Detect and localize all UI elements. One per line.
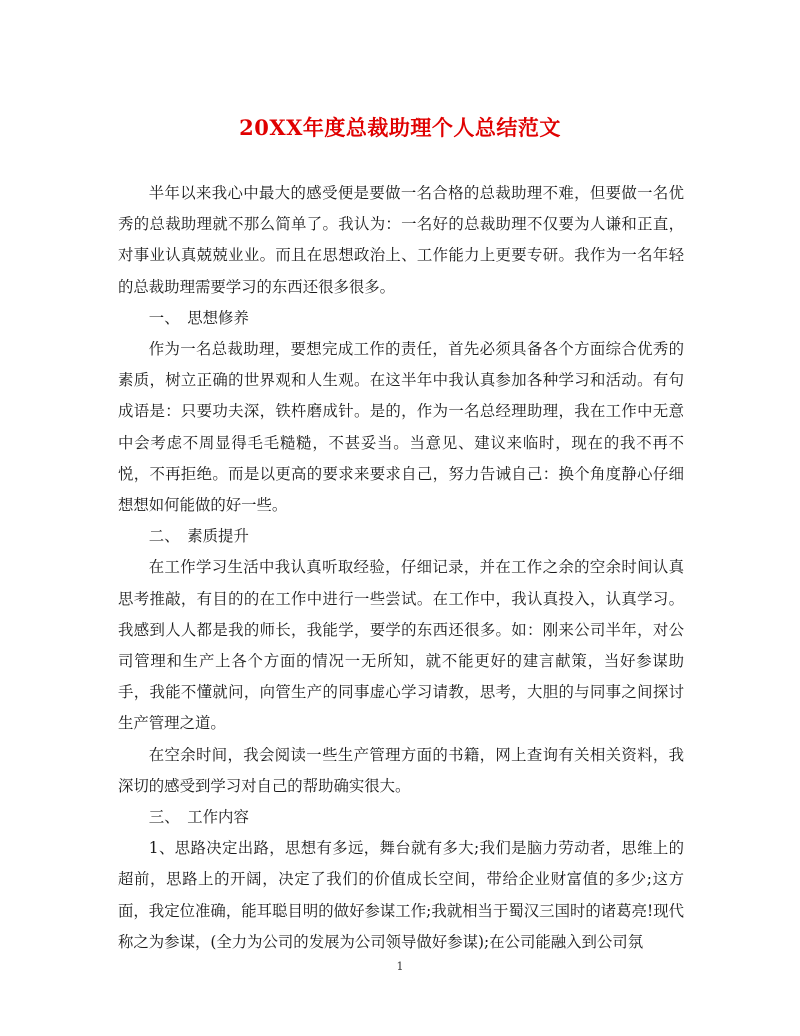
section-heading-2: 二、 素质提升 — [148, 527, 249, 546]
paragraph-spare-time: 在空余时间，我会阅读一些生产管理方面的书籍，网上查询有关相关资料，我深切的感受到学习对自己的帮助确实很大。 — [118, 745, 684, 795]
document-title: 20XX年度总裁助理个人总结范文 — [239, 115, 561, 140]
section-heading-3: 三、 工作内容 — [148, 808, 249, 827]
document-body — [118, 178, 684, 958]
paragraph-quality: 在工作学习生活中我认真听取经验，仔细记录，并在工作之余的空余时间认真思考推敲，有目的的在工作中进行一些尝试。在工作中，我认真投入，认真学习。我感到人人都是我的师长，我能学，要学的东西还很多。如：刚来公司半年，对公司管理和生产上各个方面的情况一无所知，就不能更好的建言献策，当好参谋助手，我能不懂就问，向管生产的同事虚心学习请教，思考，大胆的与同事之间探讨生产管理之道。 — [118, 558, 684, 733]
paragraph-intro: 半年以来我心中最大的感受便是要做一名合格的总裁助理不难，但要做一名优秀的总裁助理就不那么简单了。我认为：一名好的总裁助理不仅要为人谦和正直，对事业认真兢兢业业。而且在思想政治上、工作能力上更要专研。我作为一名年轻的总裁助理需要学习的东西还很多很多。 — [118, 184, 684, 296]
section-heading-1: 一、 思想修养 — [148, 308, 249, 327]
page-number: 1 — [396, 960, 404, 973]
paragraph-work-content: 1、思路决定出路，思想有多远，舞台就有多大;我们是脑力劳动者，思维上的超前，思路上的开阔，决定了我们的价值成长空间，带给企业财富值的多少;这方面，我定位准确，能耳聪目明的做好参谋工作;我就相当于蜀汉三国时的诸葛亮!现代称之为参谋，(全力为公司的发展为公司领导做好参谋);在公司能融入到公司氛 — [118, 839, 684, 951]
paragraph-thought: 作为一名总裁助理，要想完成工作的责任，首先必须具备各个方面综合优秀的素质，树立正确的世界观和人生观。在这半年中我认真参加各种学习和活动。有句成语是：只要功夫深，铁杵磨成针。是的，作为一名总经理助理，我在工作中无意中会考虑不周显得毛毛糙糙，不甚妥当。当意见、建议来临时，现在的我不再不悦，不再拒绝。而是以更高的要求来要求自己，努力告诫自己：换个角度静心仔细想想如何能做的好一些。 — [118, 340, 684, 515]
